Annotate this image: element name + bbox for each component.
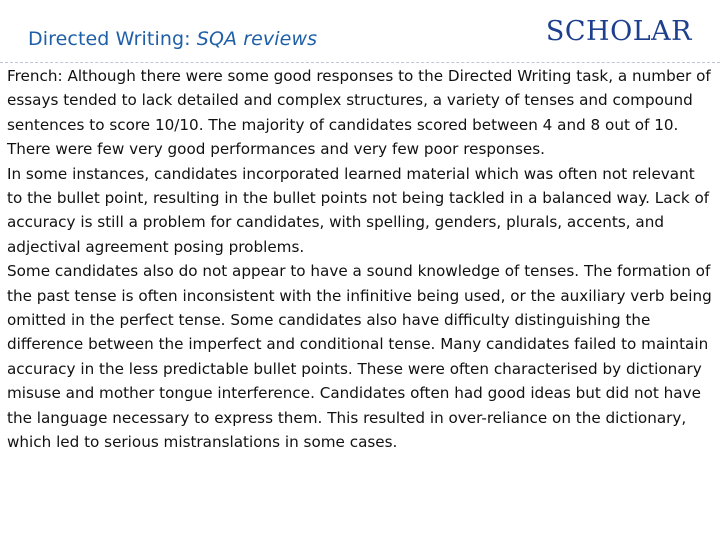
scholar-logo: SCHOLAR	[545, 16, 692, 47]
slide-title	[28, 28, 317, 50]
title-emphasis: SQA reviews	[196, 28, 318, 50]
paragraph-french	[7, 64, 713, 162]
slide-body	[7, 64, 713, 455]
paragraph-text: : Although there were some good responses to the Directed Writing task, a number of essays tended to lack detailed and complex structures, a variety of tenses and compound sentences to score 10/10. The majority of candidates scored between 4 and 8 out of 10. There were few very good performances and very few poor responses.	[7, 67, 711, 159]
paragraph-label: French	[7, 67, 58, 85]
paragraph-learned-material: In some instances, candidates incorporated learned material which was often not relevant to the bullet point, resulting in the bullet points not being tackled in a balanced way. Lack of accuracy is still a problem for candidates, with spelling, genders, plurals, accents, and adjectival agreement posing problems.	[7, 164, 710, 256]
slide-header	[0, 0, 720, 60]
paragraph-tenses: Some candidates also do not appear to have a sound knowledge of tenses. The formation of the past tense is often inconsistent with the infinitive being used, or the auxiliary verb being omitted in the perfect tense. Some candidates also have difficulty distinguishing the difference between the imperfect and conditional tense. Many candidates failed to maintain accuracy in the less predictable bullet points. These were often characterised by dictionary misuse and mother tongue interference. Candidates often had good ideas but did not have the language necessary to express them. This resulted in over-reliance on the dictionary, which led to serious mistranslations in some cases.	[7, 262, 712, 452]
title-prefix: Directed Writing:	[28, 28, 197, 50]
header-divider	[0, 62, 720, 63]
